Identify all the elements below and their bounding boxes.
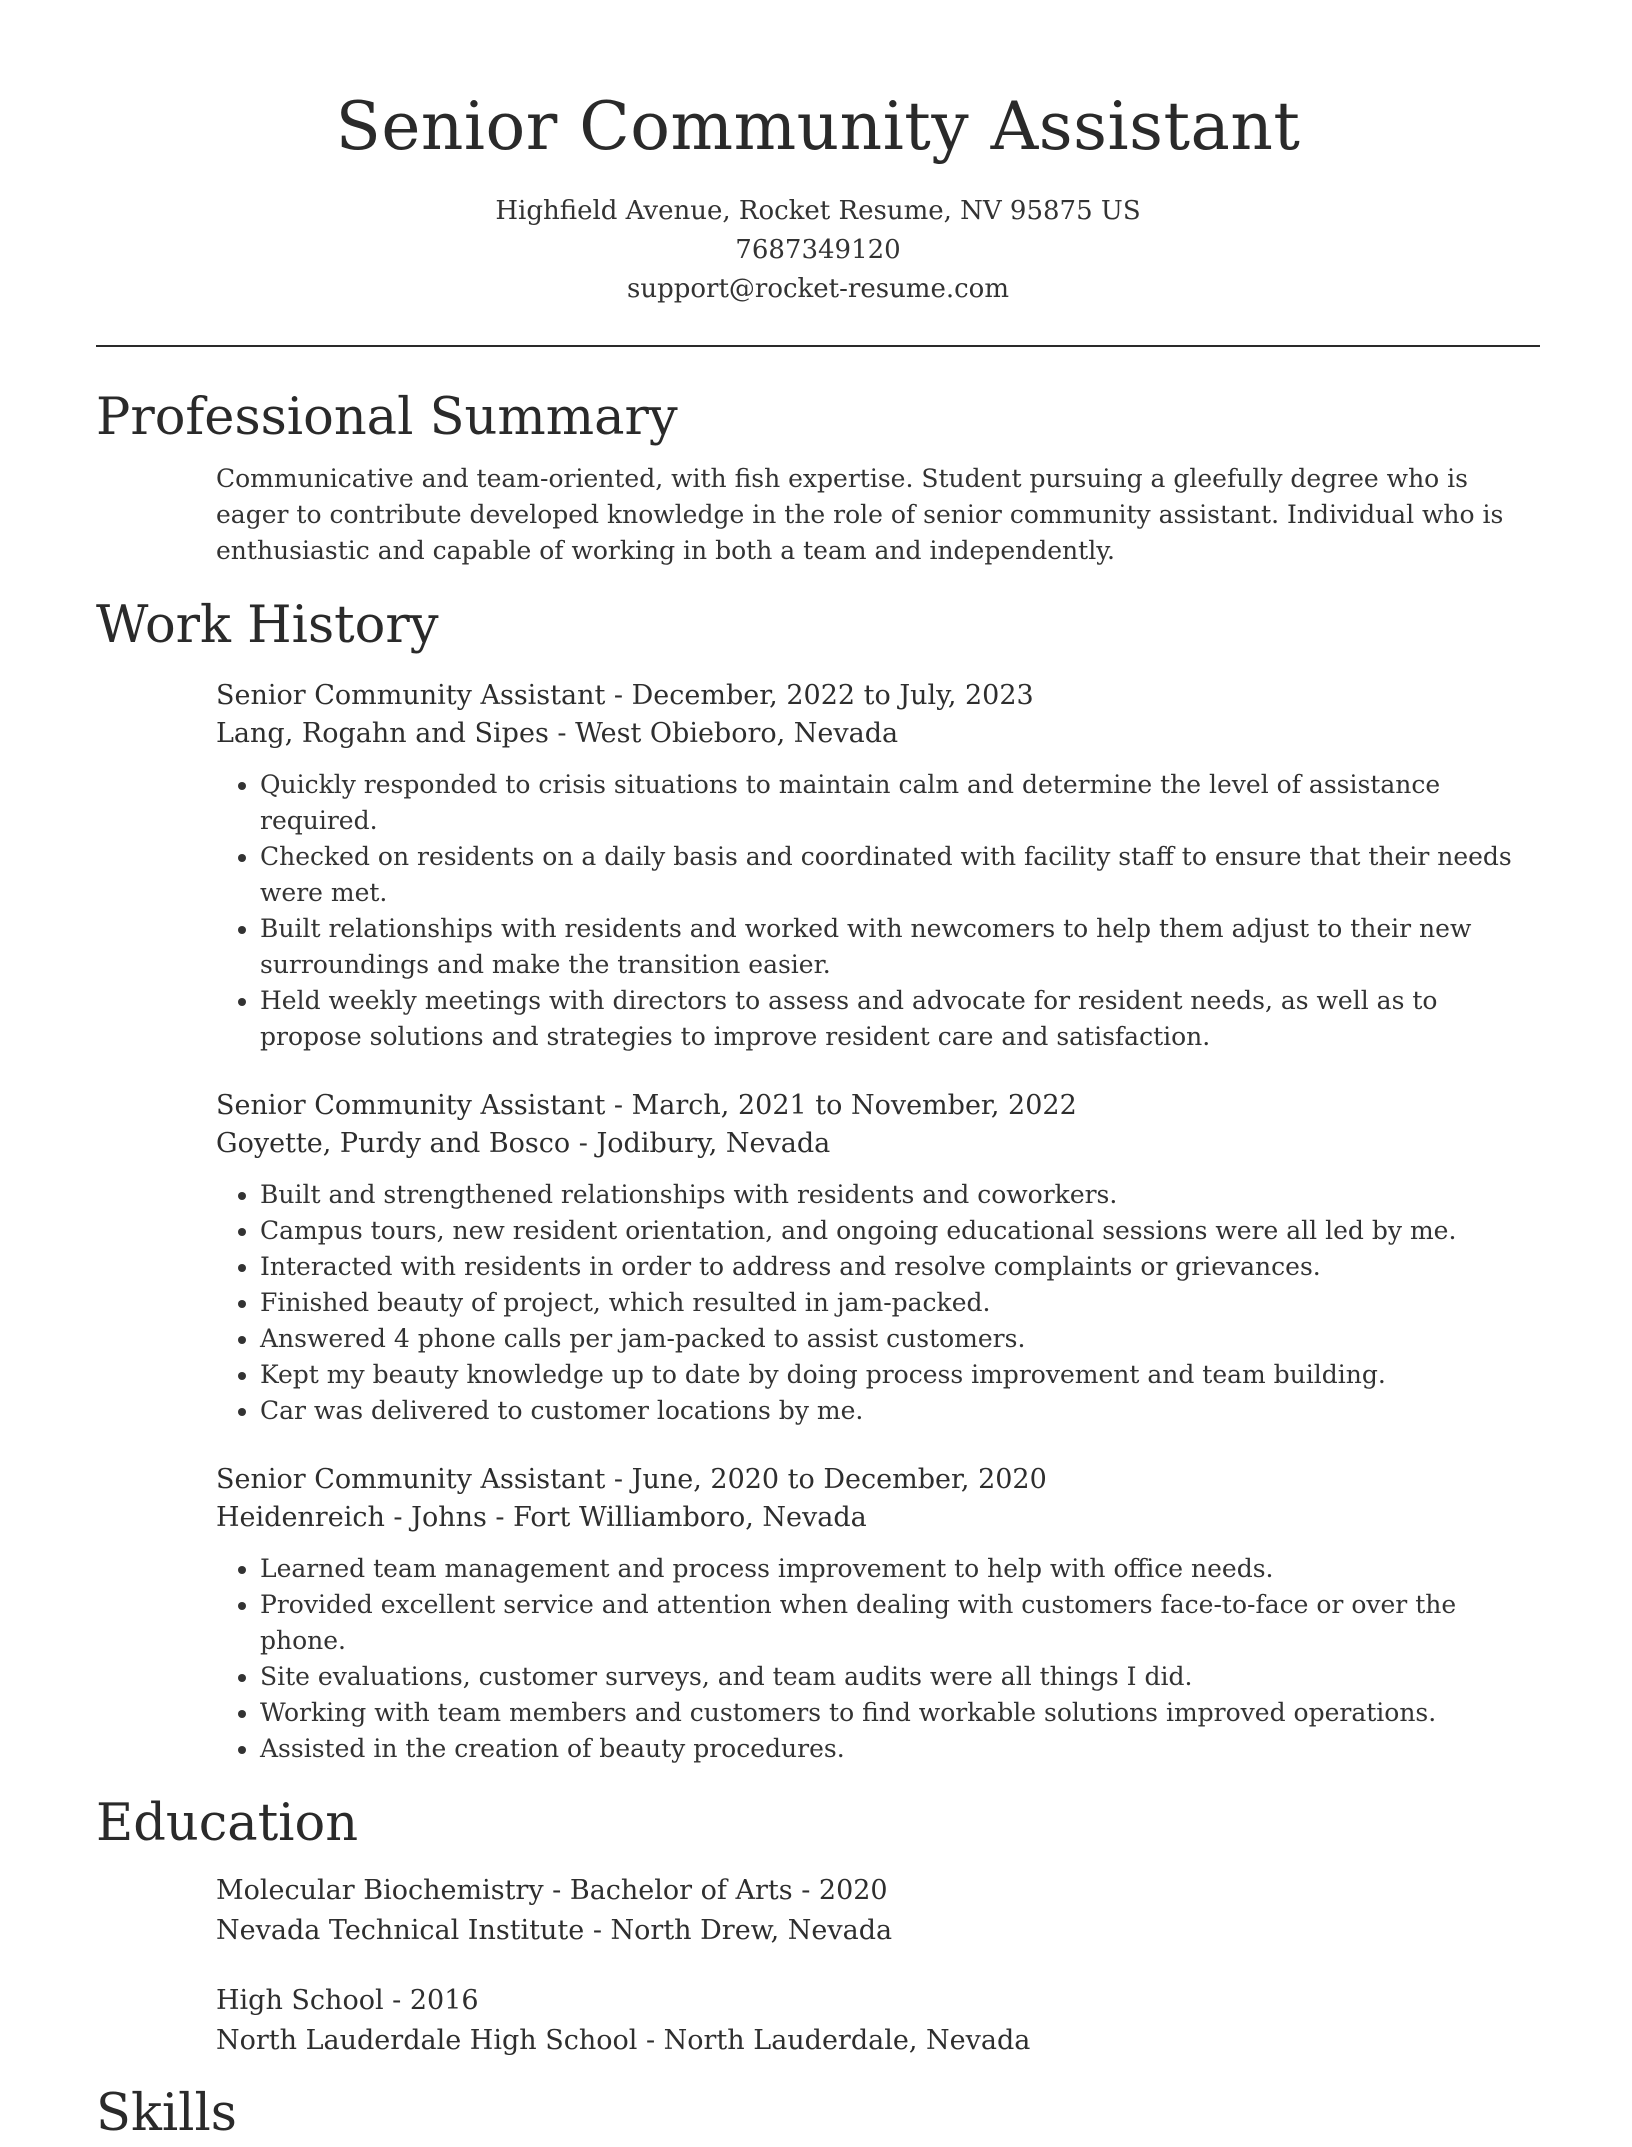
job-bullet: • Built relationships with residents and worked with newcomers to help them adjust to their new surroundings and make the transition easier.	[260, 911, 1540, 983]
job-bullet: • Learned team management and process improvement to help with office needs.	[260, 1551, 1540, 1587]
job-bullet: • Checked on residents on a daily basis and coordinated with facility staff to ensure that their needs were met.	[260, 839, 1540, 911]
education-school: North Lauderdale High School - North Lauderdale, Nevada	[216, 2025, 1031, 2056]
job-entry	[216, 1461, 1540, 1767]
job-bullet: • Site evaluations, customer surveys, and team audits were all things I did.	[260, 1659, 1540, 1695]
summary-heading: Professional Summary	[96, 388, 678, 447]
contact-email: support@rocket-resume.com	[626, 274, 1009, 304]
resume-header	[96, 0, 1540, 347]
contact-address: Highfield Avenue, Rocket Resume, NV 95875 US	[495, 196, 1141, 226]
job-bullet: • Interacted with residents in order to address and resolve complaints or grievances.	[260, 1249, 1540, 1285]
education-entry	[216, 1871, 1540, 1951]
education-degree: High School - 2016	[216, 1985, 479, 2016]
job-bullets	[216, 1551, 1540, 1767]
skills-heading: Skills	[96, 2084, 237, 2143]
job-bullet: • Answered 4 phone calls per jam-packed to assist customers.	[260, 1321, 1540, 1357]
job-bullets	[216, 1177, 1540, 1429]
candidate-name: Senior Community Assistant	[335, 88, 1301, 165]
job-bullet: • Finished beauty of project, which resulted in jam-packed.	[260, 1285, 1540, 1321]
job-title-dates: Senior Community Assistant - June, 2020 to December, 2020	[216, 1464, 1047, 1495]
education-school: Nevada Technical Institute - North Drew, Nevada	[216, 1915, 893, 1946]
job-company-location: Lang, Rogahn and Sipes - West Obieboro, Nevada	[216, 718, 899, 749]
job-entry	[216, 677, 1540, 1055]
work-history-heading: Work History	[96, 596, 439, 655]
job-company-location: Goyette, Purdy and Bosco - Jodibury, Nevada	[216, 1128, 831, 1159]
contact-phone: 7687349120	[735, 235, 901, 265]
job-title-dates: Senior Community Assistant - March, 2021 to November, 2022	[216, 1090, 1077, 1121]
job-bullets	[216, 767, 1540, 1055]
education-list	[96, 1871, 1540, 2061]
contact-block	[96, 192, 1540, 309]
work-history-list	[96, 677, 1540, 1767]
education-degree: Molecular Biochemistry - Bachelor of Arts - 2020	[216, 1875, 888, 1906]
header-divider	[96, 345, 1540, 347]
job-bullet: • Car was delivered to customer locations by me.	[260, 1393, 1540, 1429]
job-bullet: • Working with team members and customers to find workable solutions improved operations.	[260, 1695, 1540, 1731]
education-entry	[216, 1981, 1540, 2061]
job-bullet: • Held weekly meetings with directors to assess and advocate for resident needs, as well as to propose solutions and strategies to improve resident care and satisfaction.	[260, 983, 1540, 1055]
job-bullet: • Provided excellent service and attention when dealing with customers face-to-face or over the phone.	[260, 1587, 1540, 1659]
job-title-dates: Senior Community Assistant - December, 2022 to July, 2023	[216, 680, 1034, 711]
job-company-location: Heidenreich - Johns - Fort Williamboro, Nevada	[216, 1502, 867, 1533]
resume-page	[96, 0, 1540, 2147]
job-bullet: • Assisted in the creation of beauty procedures.	[260, 1731, 1540, 1767]
job-entry	[216, 1087, 1540, 1429]
job-bullet: • Kept my beauty knowledge up to date by doing process improvement and team building.	[260, 1357, 1540, 1393]
education-heading: Education	[96, 1794, 359, 1853]
job-bullet: • Quickly responded to crisis situations to maintain calm and determine the level of assistance required.	[260, 767, 1540, 839]
job-bullet: • Campus tours, new resident orientation, and ongoing educational sessions were all led by me.	[260, 1213, 1540, 1249]
job-bullet: • Built and strengthened relationships with residents and coworkers.	[260, 1177, 1540, 1213]
summary-text: Communicative and team-oriented, with fish expertise. Student pursuing a gleefully degree who is eager to contribute developed knowledge in the role of senior community assistant. Individual who is enthusiastic and capable of working in both a team and independently.	[216, 464, 1504, 565]
